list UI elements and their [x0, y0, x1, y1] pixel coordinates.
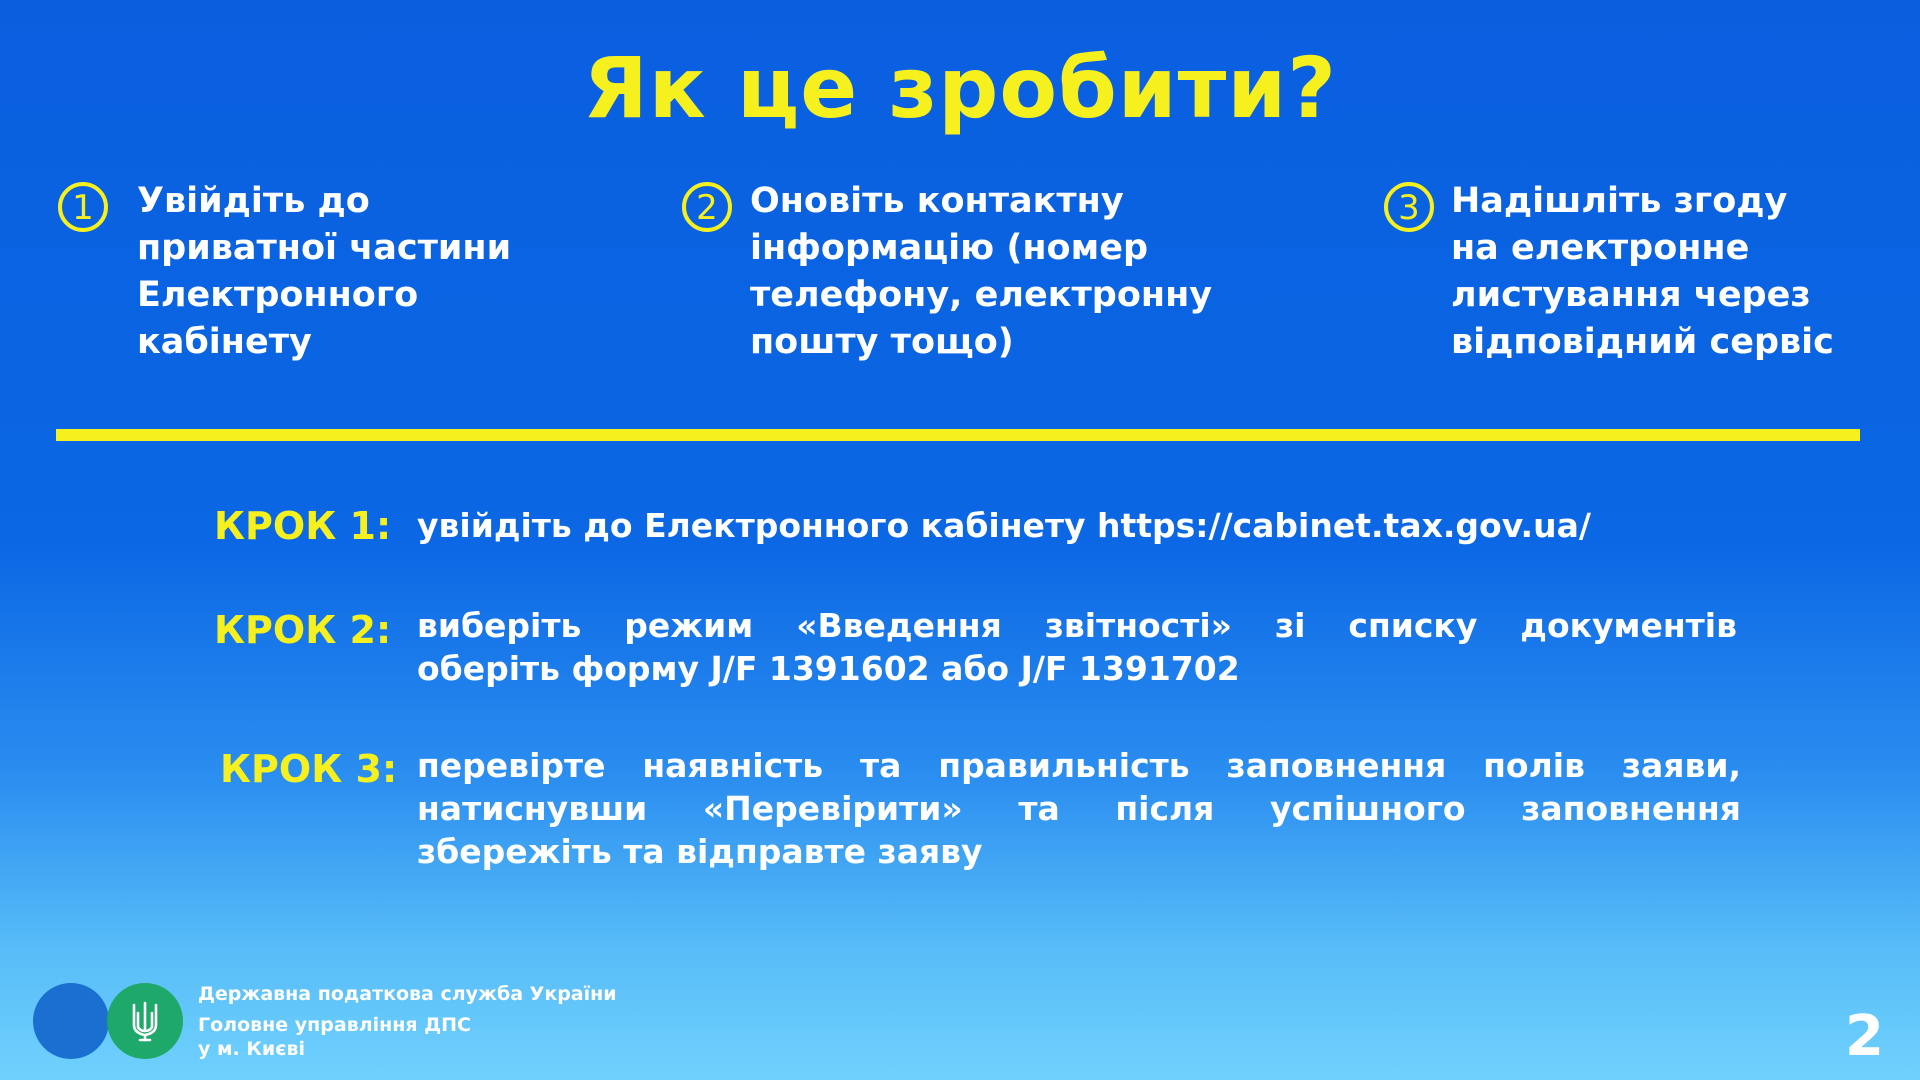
krok-2-line: оберіть форму J/F 1391602 або J/F 1391702	[417, 649, 1240, 688]
step-3-line: Надішліть згоду	[1451, 181, 1788, 221]
step-2-line: Оновіть контактну	[750, 181, 1124, 221]
krok-2-text	[417, 604, 1737, 690]
step-2-text	[750, 178, 1212, 366]
krok-1-label: КРОК 1:	[214, 504, 392, 548]
step-3-line: листування через	[1451, 275, 1811, 315]
step-1-number-icon: 1	[58, 182, 108, 232]
step-2-line: телефону, електронну	[750, 275, 1213, 315]
step-2-line: пошту тощо)	[750, 322, 1014, 362]
step-1-text	[137, 178, 511, 366]
step-1-line: приватної частини	[137, 228, 512, 268]
krok-2-line: виберіть режим «Введення звітності» зі списку документів	[417, 606, 1737, 645]
krok-3-line: перевірте наявність та правильність заповнення полів заяви,	[417, 746, 1741, 785]
krok-3-text	[417, 744, 1741, 873]
krok-3-label: КРОК 3:	[220, 747, 398, 791]
org-name-line-1: Державна податкова служба України	[198, 983, 617, 1005]
krok-1-text	[417, 504, 1737, 547]
step-3-line: відповідний сервіс	[1451, 322, 1834, 362]
logo-green-circle	[107, 983, 183, 1059]
step-3-text	[1451, 178, 1834, 366]
krok-2-label: КРОК 2:	[214, 608, 392, 652]
step-3-number-icon: 3	[1384, 182, 1434, 232]
step-1-line: Увійдіть до	[137, 181, 370, 221]
yellow-divider	[56, 429, 1860, 441]
org-name-line-2: Головне управління ДПС	[198, 1014, 472, 1036]
krok-3-line: збережіть та відправте заяву	[417, 832, 983, 871]
step-2-number-icon: 2	[682, 182, 732, 232]
step-1-line: кабінету	[137, 322, 312, 362]
krok-1-line: увійдіть до Електронного кабінету https://cabinet.tax.gov.ua/	[417, 506, 1591, 545]
page-title: Як це зробити?	[583, 39, 1337, 137]
krok-3-line: натиснувши «Перевірити» та після успішного заповнення	[417, 789, 1741, 828]
step-3-line: на електронне	[1451, 228, 1750, 268]
step-1-line: Електронного	[137, 275, 419, 315]
org-name-line-3: у м. Києві	[198, 1038, 306, 1060]
logo-blue-circle	[33, 983, 109, 1059]
step-2-line: інформацію (номер	[750, 228, 1149, 268]
trident-icon	[107, 983, 183, 1059]
page-number: 2	[1845, 1004, 1884, 1069]
